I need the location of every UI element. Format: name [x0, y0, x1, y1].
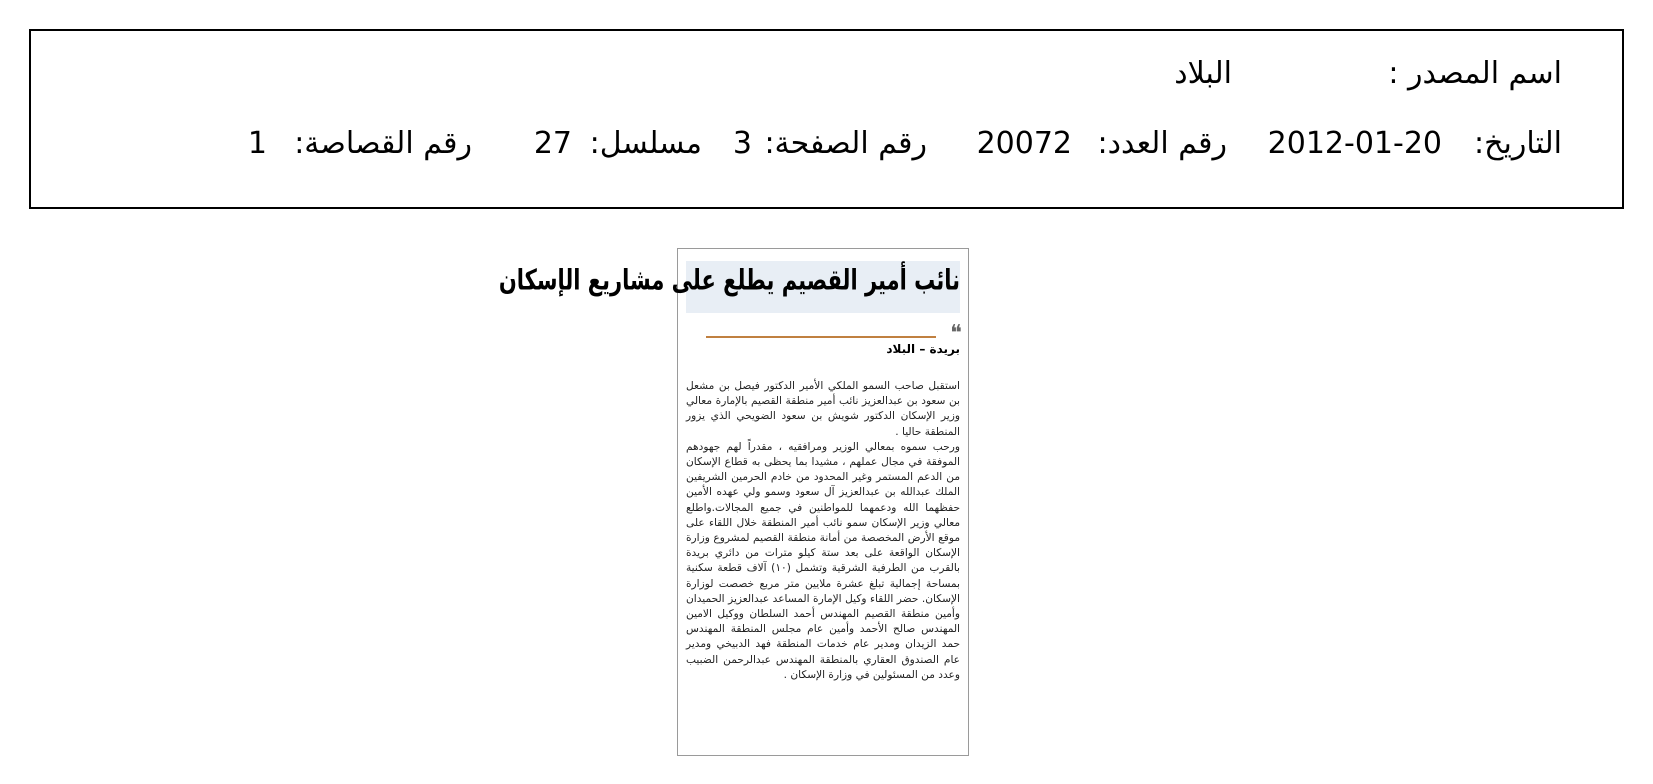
- page-value: 3: [732, 126, 752, 161]
- serial-label: مسلسل:: [589, 126, 702, 161]
- clipping-number-value: 1: [247, 126, 267, 161]
- article-headline: نائب أمير القصيم يطلع على مشاريع الإسكان: [498, 263, 960, 297]
- issue-label: رقم العدد:: [1097, 126, 1227, 161]
- issue-value: 20072: [976, 126, 1072, 161]
- clipping-number-label: رقم القصاصة:: [294, 126, 472, 161]
- date-label: التاريخ:: [1474, 126, 1562, 161]
- byline-divider: [706, 336, 936, 338]
- date-value: 2012-01-20: [1267, 126, 1442, 161]
- article-paragraph: استقبل صاحب السمو الملكي الأمير الدكتور فيصل بن مشعل بن سعود بن عبدالعزيز نائب أمير منطقة القصيم بالإمارة معالي وزير الإسكان الدكتور شويش بن سعود الضويحي الذي يزور المنطقة حاليا .: [686, 380, 960, 438]
- page-label: رقم الصفحة:: [764, 126, 927, 161]
- newspaper-clipping: [498, 248, 969, 756]
- source-value: البلاد: [1174, 56, 1232, 91]
- article-byline: بريدة – البلاد: [886, 342, 960, 356]
- article-body: [686, 379, 960, 683]
- clipping-info-box: [29, 29, 1624, 209]
- serial-value: 27: [533, 126, 572, 161]
- article-paragraph: ورحب سموه بمعالي الوزير ومرافقيه ، مقدراً لهم جهودهم الموفقة في مجال عملهم ، مشيدا بما يحظى به قطاع الإسكان من الدعم المستمر وغير المحدود من خادم الحرمين الشريفين الملك عبدالله بن عبدالعزيز آل سعود وسمو ولي عهده الأمين حفظهما الله ودعمهما للمواطنين في جميع المجالات.واطلع معالي وزير الإسكان سمو نائب أمير المنطقة خلال اللقاء على موقع الأرض المخصصة من أمانة منطقة القصيم لمشروع وزارة الإسكان الواقعة على بعد ستة كيلو مترات من دائري بريدة بالقرب من الطرفية الشرقية وتشمل (١٠) آلاف قطعة سكنية بمساحة إجمالية تبلغ عشرة ملايين متر مربع خصصت لوزارة الإسكان. حضر اللقاء وكيل الإمارة المساعد عبدالعزيز الحميدان وأمين منطقة القصيم المهندس أحمد السلطان ووكيل الامين المهندس صالح الأحمد وأمين عام مجلس المنطقة المهندس حمد الزيدان ومدير عام خدمات المنطقة فهد الدبيخي ومدير عام الصندوق العقاري بالمنطقة المهندس عبدالرحمن الضبيب وعدد من المسئولين في وزارة الإسكان .: [686, 440, 961, 681]
- quote-icon: ❝: [950, 321, 962, 346]
- source-label: اسم المصدر :: [1388, 56, 1562, 91]
